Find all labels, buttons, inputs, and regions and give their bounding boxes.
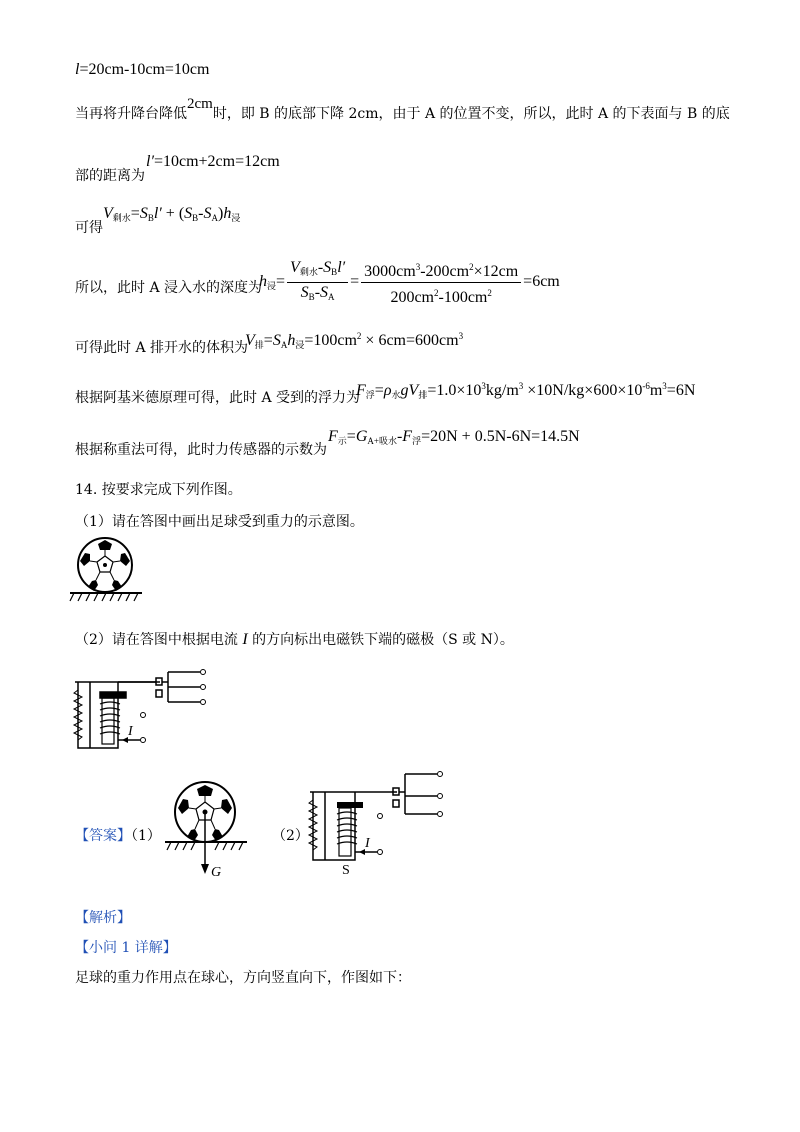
answer-relay-figure bbox=[305, 768, 455, 878]
pole-label: S bbox=[342, 863, 350, 878]
answer-part1-label: （1） bbox=[131, 828, 161, 844]
current-label: I bbox=[128, 724, 133, 739]
eq-lprime: l′=10cm+2cm=12cm bbox=[146, 153, 280, 170]
text-depth: 所以，此时 A 浸入水的深度为 bbox=[75, 280, 263, 296]
eq-l: l=20cm-10cm=10cm bbox=[75, 61, 210, 78]
answer-current-label: I bbox=[365, 836, 370, 851]
sub1-label: 【小问 1 详解】 bbox=[75, 940, 177, 956]
relay-figure bbox=[70, 660, 220, 760]
answer-row bbox=[75, 826, 161, 846]
text-obtain: 可得 bbox=[75, 220, 103, 236]
eq-buoyancy: $F_浮=\rho_水gV_排=1.0\times 10^3kg/m^3 \times 10N/kg\times 600\times 10^{-6}m^3=6N$ bbox=[356, 381, 696, 400]
text-distance: 部的距离为 bbox=[75, 168, 145, 184]
soccer-ball-figure bbox=[70, 535, 150, 605]
answer-ball-figure bbox=[165, 780, 255, 880]
soccer-ball bbox=[78, 538, 132, 592]
inline-2cm: 2cm bbox=[187, 96, 213, 112]
text-displaced: 可得此时 A 排开水的体积为 bbox=[75, 340, 249, 356]
question-14-part2: （2）请在答图中根据电流 I 的方向标出电磁铁下端的磁极（S 或 N）。 bbox=[75, 631, 514, 648]
text-lower-platform: 当再将升降台降低2cm时，即 B 的底部下降 2cm，由于 A 的位置不变，所以，此时 A 的下表面与 B 的底 bbox=[75, 96, 730, 122]
text-archimedes: 根据阿基米德原理可得，此时 A 受到的浮力为 bbox=[75, 390, 361, 406]
question-14: 14. 按要求完成下列作图。 bbox=[75, 482, 242, 498]
ground-hatch bbox=[70, 593, 142, 601]
eq-v-remaining: $V_{剩水}=S_Bl' + (S_B-S_A)h_浸$ bbox=[103, 205, 241, 223]
eq-sensor: $F_示=G_{A+吸水}-F_浮=20N + 0.5N-6N=14.5N$ bbox=[328, 428, 580, 446]
eq-depth: $h_浸=$ $\frac{V_{剩水}-S_Bl'}{S_B-S_A}$ = $\frac{3000cm^3-200cm^2\times 12cm}{200cm^2-100cm^2}$ =6cm bbox=[259, 259, 560, 306]
text-sensor: 根据称重法可得，此时力传感器的示数为 bbox=[75, 442, 327, 458]
question-14-part1: （1）请在答图中画出足球受到重力的示意图。 bbox=[75, 514, 364, 530]
answer-label: 【答案】 bbox=[75, 828, 131, 844]
sub1-text: 足球的重力作用点在球心，方向竖直向下，作图如下： bbox=[75, 970, 411, 986]
analysis-label: 【解析】 bbox=[75, 910, 131, 926]
gravity-label: G bbox=[211, 865, 222, 880]
answer-part2-label: （2） bbox=[272, 828, 309, 844]
eq-v-displaced: $V_排=S_Ah_浸=100cm^2 \times 6cm=600cm^3$ bbox=[245, 331, 464, 350]
